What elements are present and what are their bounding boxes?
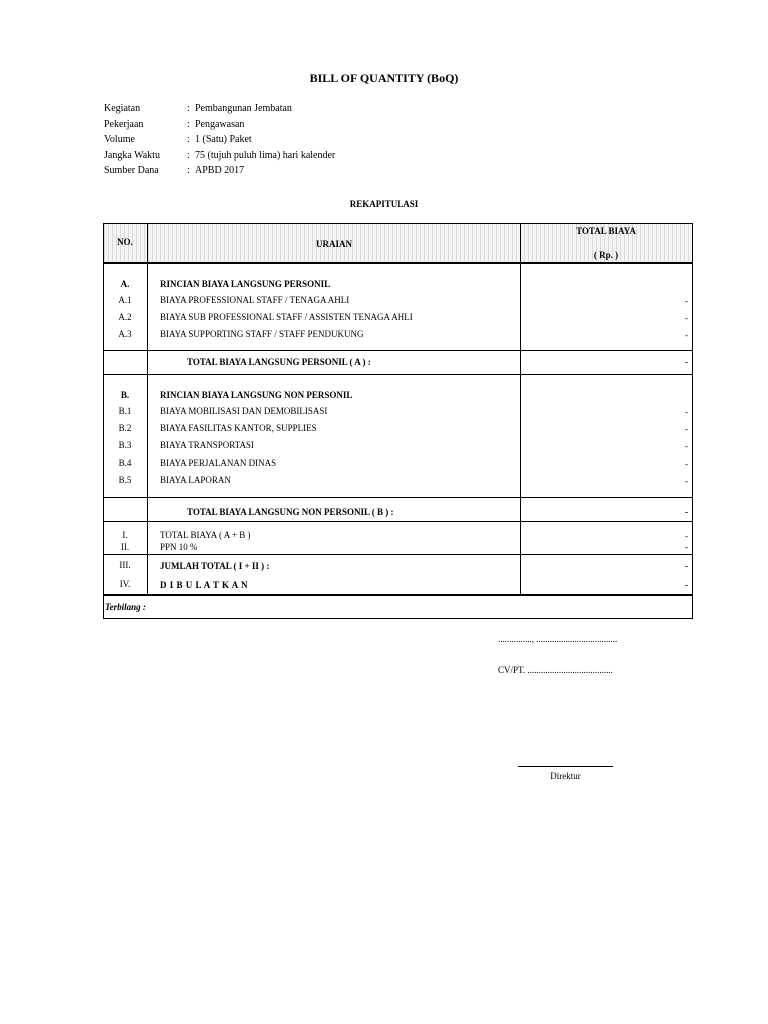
- terbilang-label: Terbilang :: [105, 602, 146, 612]
- section-a-title: RINCIAN BIAYA LANGSUNG PERSONIL: [160, 279, 331, 289]
- info-key: Kegiatan: [104, 103, 141, 114]
- section-b-title: RINCIAN BIAYA LANGSUNG NON PERSONIL: [160, 390, 353, 400]
- header-uraian: URAIAN: [316, 239, 352, 249]
- row-no: B.1: [118, 406, 132, 416]
- signature-line: [518, 766, 613, 767]
- info-key: Jangka Waktu: [104, 150, 160, 161]
- section-a-total-label: TOTAL BIAYA LANGSUNG PERSONIL ( A ) :: [187, 357, 371, 367]
- row-desc: BIAYA PERJALANAN DINAS: [160, 458, 277, 468]
- row-value: -: [685, 459, 688, 469]
- section-b-total-value: -: [685, 507, 688, 517]
- rule-a-total-bottom: [103, 374, 693, 375]
- row-no: A.3: [118, 329, 132, 339]
- row-no: A.1: [118, 295, 132, 305]
- summary-value: -: [685, 531, 688, 541]
- col-divider-no: [147, 223, 148, 596]
- section-a-no: A.: [120, 279, 130, 289]
- info-separator: :: [187, 150, 190, 161]
- summary-no: IV.: [119, 579, 131, 589]
- row-no: B.5: [118, 475, 132, 485]
- summary-desc: TOTAL BIAYA ( A + B ): [160, 530, 251, 540]
- summary-value: -: [685, 580, 688, 590]
- section-b-no: B.: [120, 390, 130, 400]
- row-value: -: [685, 441, 688, 451]
- row-desc: BIAYA TRANSPORTASI: [160, 440, 255, 450]
- row-desc: BIAYA MOBILISASI DAN DEMOBILISASI: [160, 406, 328, 416]
- row-value: -: [685, 296, 688, 306]
- info-key: Volume: [104, 134, 135, 145]
- row-no: B.3: [118, 440, 132, 450]
- info-separator: :: [187, 119, 190, 130]
- row-desc: BIAYA FASILITAS KANTOR, SUPPLIES: [160, 423, 317, 433]
- rekapitulasi-heading: REKAPITULASI: [349, 199, 419, 209]
- rule-b-total-bottom: [103, 521, 693, 522]
- document-title: BILL OF QUANTITY (BoQ): [309, 71, 459, 85]
- row-no: B.2: [118, 423, 132, 433]
- row-no: A.2: [118, 312, 132, 322]
- info-separator: :: [187, 134, 190, 145]
- summary-no: III.: [119, 560, 131, 570]
- header-no: NO.: [117, 237, 133, 247]
- row-value: -: [685, 330, 688, 340]
- rule-b-total-top: [103, 497, 693, 498]
- info-value: APBD 2017: [195, 165, 245, 176]
- info-value: 1 (Satu) Paket: [195, 134, 252, 145]
- info-value: Pengawasan: [195, 119, 245, 130]
- row-desc: BIAYA LAPORAN: [160, 475, 231, 485]
- row-value: -: [685, 424, 688, 434]
- summary-value: -: [685, 542, 688, 552]
- info-separator: :: [187, 103, 190, 114]
- signatory-role: Direktur: [550, 771, 581, 781]
- summary-desc: PPN 10 %: [160, 542, 198, 552]
- rule-summary-bottom: [103, 594, 693, 596]
- header-bottom-rule: [103, 262, 693, 264]
- summary-desc: D I B U L A T K A N: [160, 580, 248, 590]
- rule-a-total-top: [103, 350, 693, 351]
- row-desc: BIAYA SUPPORTING STAFF / STAFF PENDUKUNG: [160, 329, 364, 339]
- info-separator: :: [187, 165, 190, 176]
- row-desc: BIAYA PROFESSIONAL STAFF / TENAGA AHLI: [160, 295, 350, 305]
- summary-value: -: [685, 561, 688, 571]
- section-b-total-label: TOTAL BIAYA LANGSUNG NON PERSONIL ( B ) :: [187, 507, 394, 517]
- info-value: Pembangunan Jembatan: [195, 103, 292, 114]
- header-currency: ( Rp. ): [593, 250, 619, 260]
- company-line: CV/PT. ......................................: [498, 665, 613, 675]
- row-value: -: [685, 476, 688, 486]
- section-a-total-value: -: [685, 357, 688, 367]
- summary-desc: JUMLAH TOTAL ( I + II ) :: [160, 561, 270, 571]
- info-value: 75 (tujuh puluh lima) hari kalender: [195, 150, 336, 161]
- header-total-biaya: TOTAL BIAYA: [576, 226, 636, 236]
- summary-no: II.: [120, 542, 130, 552]
- place-date-line: ..............., ....................................: [498, 634, 618, 644]
- row-value: -: [685, 407, 688, 417]
- row-value: -: [685, 313, 688, 323]
- row-desc: BIAYA SUB PROFESSIONAL STAFF / ASSISTEN TENAGA AHLI: [160, 312, 413, 322]
- summary-no: I.: [122, 530, 128, 540]
- info-key: Sumber Dana: [104, 165, 159, 176]
- row-no: B.4: [118, 458, 132, 468]
- info-key: Pekerjaan: [104, 119, 144, 130]
- rule-summary-mid: [103, 554, 693, 555]
